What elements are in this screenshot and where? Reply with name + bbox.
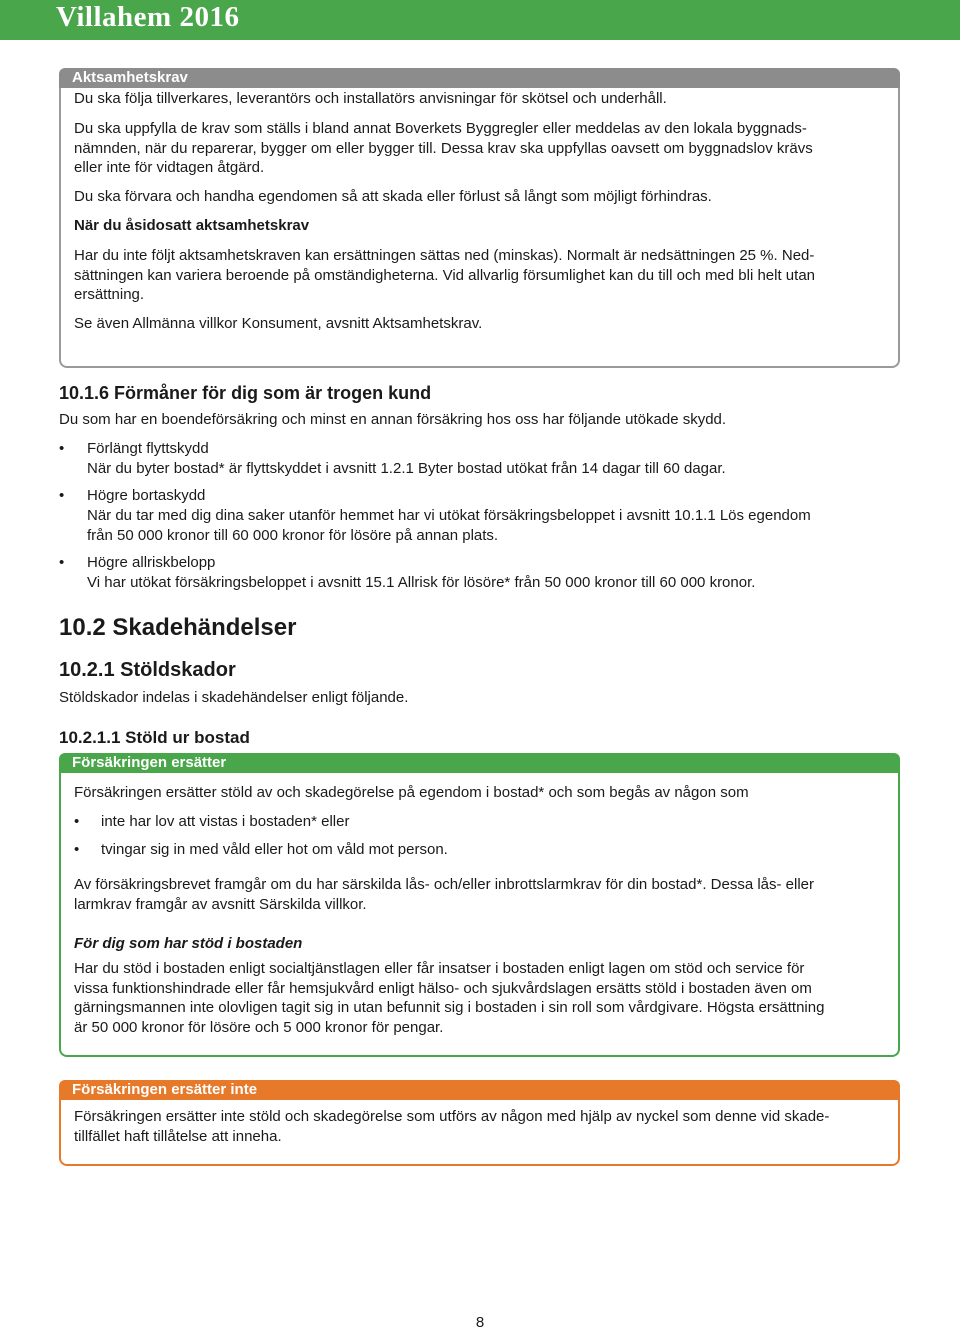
list-item-text: När du tar med dig dina saker utanför hemmet har vi utökat försäkringsbeloppet i avsnitt 10.1.1 Lös egendom	[87, 506, 811, 524]
ersatter-p2-line2: larmkrav framgår av avsnitt Särskilda villkor.	[74, 896, 367, 914]
list-item	[59, 553, 900, 593]
header-bar	[0, 0, 960, 40]
bullet-icon: •	[59, 440, 65, 457]
aktsamhet-p1: Du ska följa tillverkares, leverantörs och installatörs anvisningar för skötsel och underhåll.	[74, 90, 667, 107]
ersatter-p3-line4: är 50 000 kronor för lösöre och 5 000 kronor för pengar.	[74, 1019, 444, 1037]
list-item-text: tvingar sig in med våld eller hot om våld mot person.	[101, 840, 448, 858]
ersatter-p3-line2: vissa funktionshindrade eller får hemsjukvård enligt hälso- och sjukvårdslagen ersätts stöld i bostaden även om	[74, 979, 812, 997]
forsakringen-ersatter-inte-box	[59, 1080, 900, 1166]
list-item-text: Vi har utökat försäkringsbeloppet i avsnitt 15.1 Allrisk för lösöre* från 50 000 kronor till 60 000 kronor.	[87, 573, 756, 591]
forsakringen-ersatter-box	[59, 753, 900, 1057]
bullet-icon: •	[59, 554, 65, 571]
aktsamhet-p4-line3: ersättning.	[74, 286, 145, 304]
list-item	[59, 439, 900, 479]
ersatter-p3-line1: Har du stöd i bostaden enligt socialtjänstlagen eller får insatser i bostaden enligt lagen om stöd och service för	[74, 959, 805, 977]
aktsamhet-p4-line1: Har du inte följt aktsamhetskraven kan ersättningen sättas ned (minskas). Normalt är nedsättningen 25 %. Ned-	[74, 246, 815, 264]
ersatter-p1: Försäkringen ersätter stöld av och skadegörelse på egendom i bostad* och som begås av någon som	[74, 784, 749, 801]
aktsamhetskrav-box	[59, 68, 900, 368]
section-10-2-1-1-heading: 10.2.1.1 Stöld ur bostad	[59, 728, 250, 747]
forsakringen-ersatter-inte-heading: Försäkringen ersätter inte	[59, 1080, 900, 1100]
aktsamhet-p2-line3: eller inte för vidtagen åtgärd.	[74, 159, 265, 177]
aktsamhet-p2-line2: nämnden, när du reparerar, bygger om eller bygger till. Dessa krav ska uppfyllas oavsett om byggnadslov krävs	[74, 139, 813, 157]
section-10-2-heading: 10.2 Skadehändelser	[59, 614, 297, 641]
list-item-text: När du byter bostad* är flyttskyddet i avsnitt 1.2.1 Byter bostad utökat från 14 dagar till 60 dagar.	[87, 459, 726, 477]
ersatter-subheading: För dig som har stöd i bostaden	[74, 934, 303, 952]
page-number: 8	[475, 1314, 485, 1331]
aktsamhetskrav-heading: Aktsamhetskrav	[59, 68, 900, 88]
bullet-icon: •	[74, 840, 80, 858]
list-item	[59, 486, 900, 545]
list-item	[74, 812, 886, 832]
aktsamhet-p4-line2: sättningen kan variera beroende på omständigheterna. Vid allvarlig försumlighet kan du till och med bli helt utan	[74, 266, 816, 284]
list-item-text: inte har lov att vistas i bostaden* eller	[101, 812, 350, 830]
section-10-1-6-heading: 10.1.6 Förmåner för dig som är trogen kund	[59, 383, 432, 403]
document-title: Villahem 2016	[56, 1, 240, 33]
section-10-2-1-intro: Stöldskador indelas i skadehändelser enligt följande.	[59, 689, 409, 706]
bullet-icon: •	[74, 812, 80, 830]
list-item-text: från 50 000 kronor till 60 000 kronor för lösöre på annan plats.	[87, 526, 499, 544]
list-item-title: Högre allriskbelopp	[87, 554, 216, 571]
ersatter-inte-p1-line1: Försäkringen ersätter inte stöld och skadegörelse som utförs av någon med hjälp av nyckel som denne vid skade-	[74, 1108, 830, 1125]
aktsamhet-p2-line1: Du ska uppfylla de krav som ställs i bland annat Boverkets Byggregler eller meddelas av den lokala byggnads-	[74, 119, 807, 137]
ersatter-inte-p1-line2: tillfället haft tillåtelse att inneha.	[74, 1127, 282, 1145]
list-item	[74, 840, 886, 860]
aktsamhet-p5: Se även Allmänna villkor Konsument, avsnitt Aktsamhetskrav.	[74, 315, 483, 333]
section-10-2-1-heading: 10.2.1 Stöldskador	[59, 659, 236, 681]
ersatter-p2-line1: Av försäkringsbrevet framgår om du har särskilda lås- och/eller inbrottslarmkrav för din bostad*. Dessa lås- eller	[74, 876, 815, 894]
list-item-title: Förlängt flyttskydd	[87, 440, 209, 457]
bullet-icon: •	[59, 487, 65, 504]
section-10-1-6-intro: Du som har en boendeförsäkring och minst en annan försäkring hos oss har följande utökade skydd.	[59, 411, 727, 428]
aktsamhet-p3: Du ska förvara och handha egendomen så att skada eller förlust så långt som möjligt förhindras.	[74, 188, 712, 206]
forsakringen-ersatter-heading: Försäkringen ersätter	[59, 753, 900, 773]
list-item-title: Högre bortaskydd	[87, 487, 206, 504]
ersatter-p3-line3: gärningsmannen inte olovligen tagit sig in utan befunnit sig i bostaden i sin roll som vårdgivare. Högsta ersättning	[74, 999, 825, 1017]
aktsamhet-subheading: När du åsidosatt aktsamhetskrav	[74, 216, 310, 234]
